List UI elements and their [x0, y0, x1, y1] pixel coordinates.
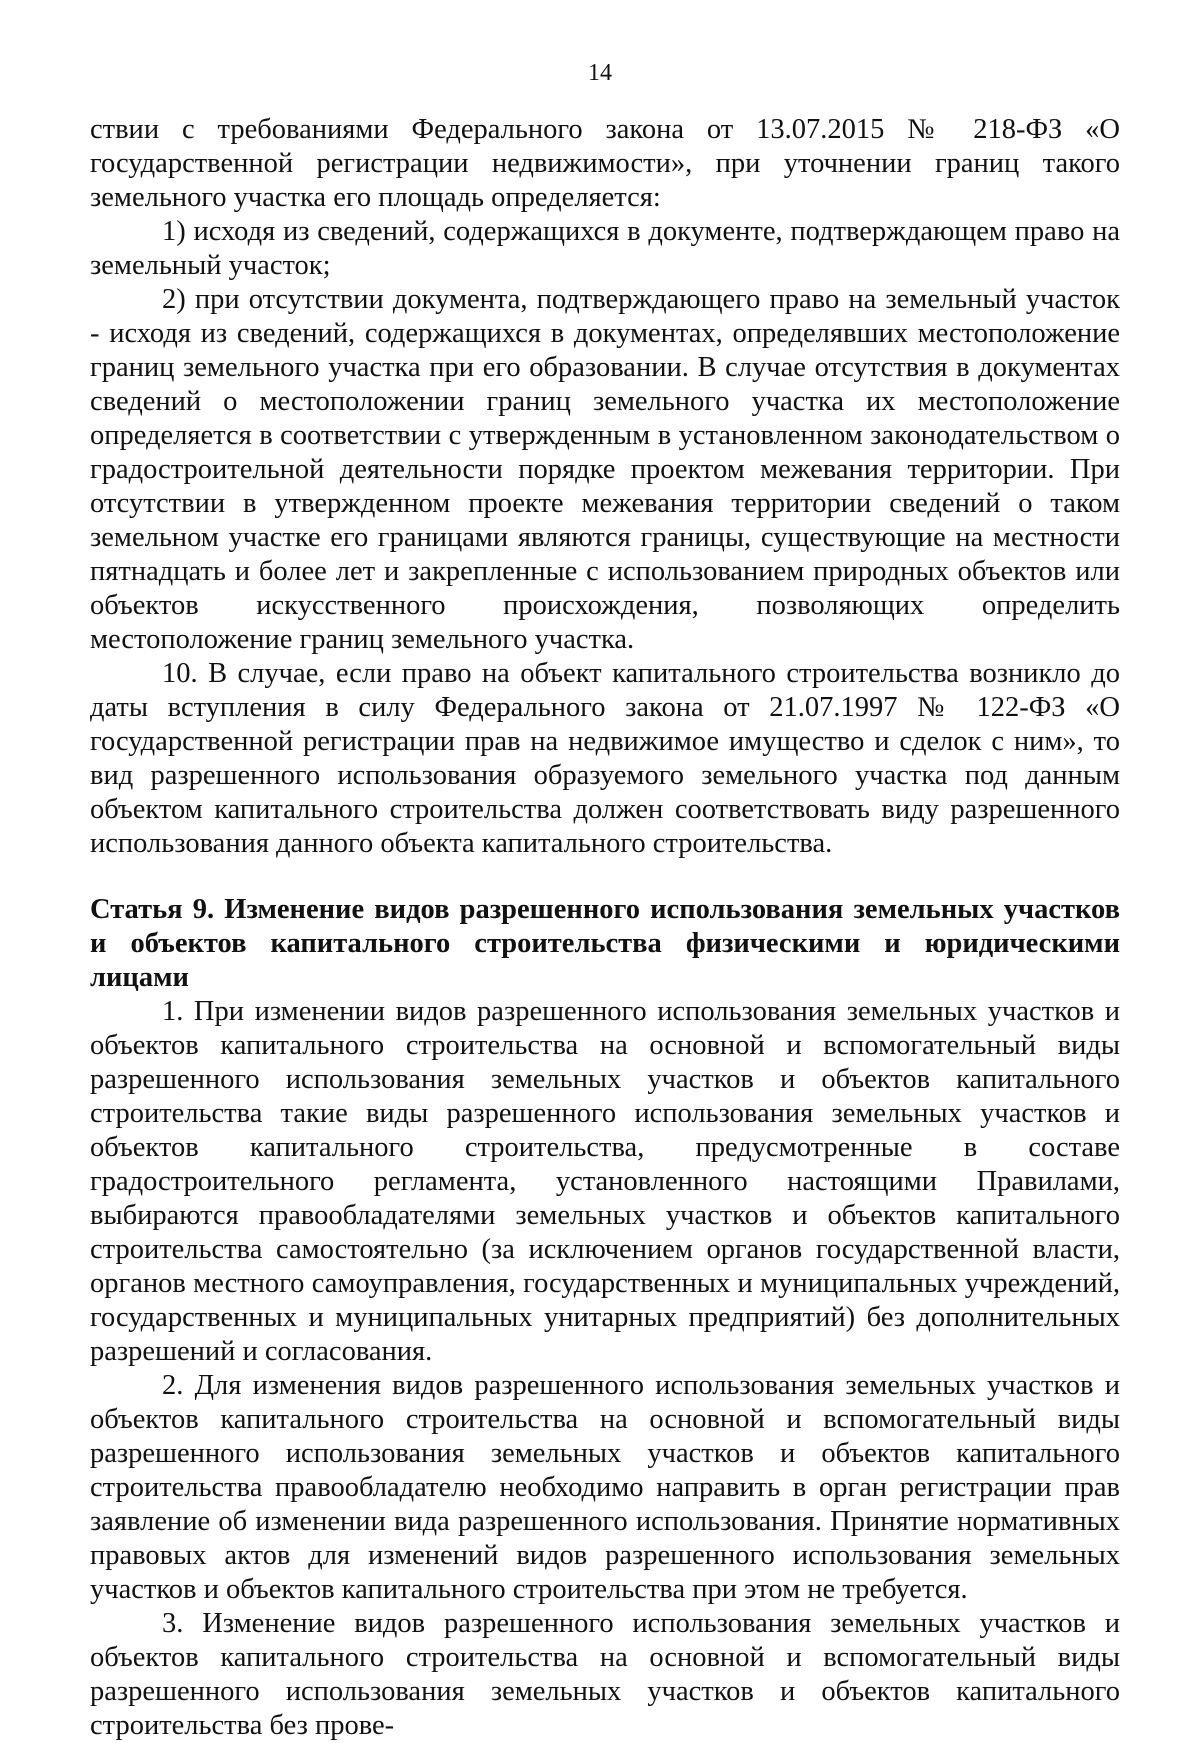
paragraph-continuation: ствии с требованиями Федерального закона от 13.07.2015 № 218-ФЗ «О государственной регистрации недвижимости», при уточнении границ такого земельного участка его площадь определяется: — [90, 114, 1120, 213]
paragraph-item-10: 10. В случае, если право на объект капитального строительства возникло до даты вступления в силу Федерального закона от 21.07.1997 № 122-ФЗ «О государственной регистрации прав на недвижимое имущество и сделок с ним», то вид разрешенного использования образуемого земельного участка под данным объектом капитального строительства должен соответствовать виду разрешенного использования данного объекта капитального строительства. — [90, 658, 1120, 859]
paragraph-item-1: 1) исходя из сведений, содержащихся в документе, подтверждающем право на земельный участок; — [90, 216, 1120, 281]
paragraph-item-2: 2) при отсутствии документа, подтверждающего право на земельный участок - исходя из сведений, содержащихся в документах, определявших местоположение границ земельного участка при его образовании. В случае отсутствия в документах сведений о местоположении границ земельного участка их местоположение определяется в соответствии с утвержденным в установленном законодательством о градостроительной деятельности порядке проектом межевания территории. При отсутствии в утвержденном проекте межевания территории сведений о таком земельном участке его границами являются границы, существующие на местности пятнадцать и более лет и закрепленные с использованием природных объектов или объектов искусственного происхождения, позволяющих определить местоположение границ земельного участка. — [90, 284, 1120, 655]
article-9-paragraph-3: 3. Изменение видов разрешенного использования земельных участков и объектов капитального строительства на основной и вспомогательный виды разрешенного использования земельных участков и объектов капитального строительства без прове- — [90, 1608, 1120, 1741]
document-body — [90, 113, 1120, 1743]
article-9-heading: Статья 9. Изменение видов разрешенного использования земельных участков и объектов капитального строительства физическими и юридическими лицами — [90, 894, 1120, 993]
section-gap — [90, 861, 1120, 893]
page-number: 14 — [588, 60, 612, 86]
article-9-paragraph-1: 1. При изменении видов разрешенного использования земельных участков и объектов капитального строительства на основной и вспомогательный виды разрешенного использования земельных участков и объектов капитального строительства такие виды разрешенного использования земельных участков и объектов капитального строительства, предусмотренные в составе градостроительного регламента, установленного настоящими Правилами, выбираются правообладателями земельных участков и объектов капитального строительства самостоятельно (за исключением органов государственной власти, органов местного самоуправления, государственных и муниципальных учреждений, государственных и муниципальных унитарных предприятий) без дополнительных разрешений и согласования. — [90, 996, 1120, 1367]
article-9-paragraph-2: 2. Для изменения видов разрешенного использования земельных участков и объектов капитального строительства на основной и вспомогательный виды разрешенного использования земельных участков и объектов капитального строительства правообладателю необходимо направить в орган регистрации прав заявление об изменении вида разрешенного использования. Принятие нормативных правовых актов для изменений видов разрешенного использования земельных участков и объектов капитального строительства при этом не требуется. — [90, 1370, 1120, 1605]
